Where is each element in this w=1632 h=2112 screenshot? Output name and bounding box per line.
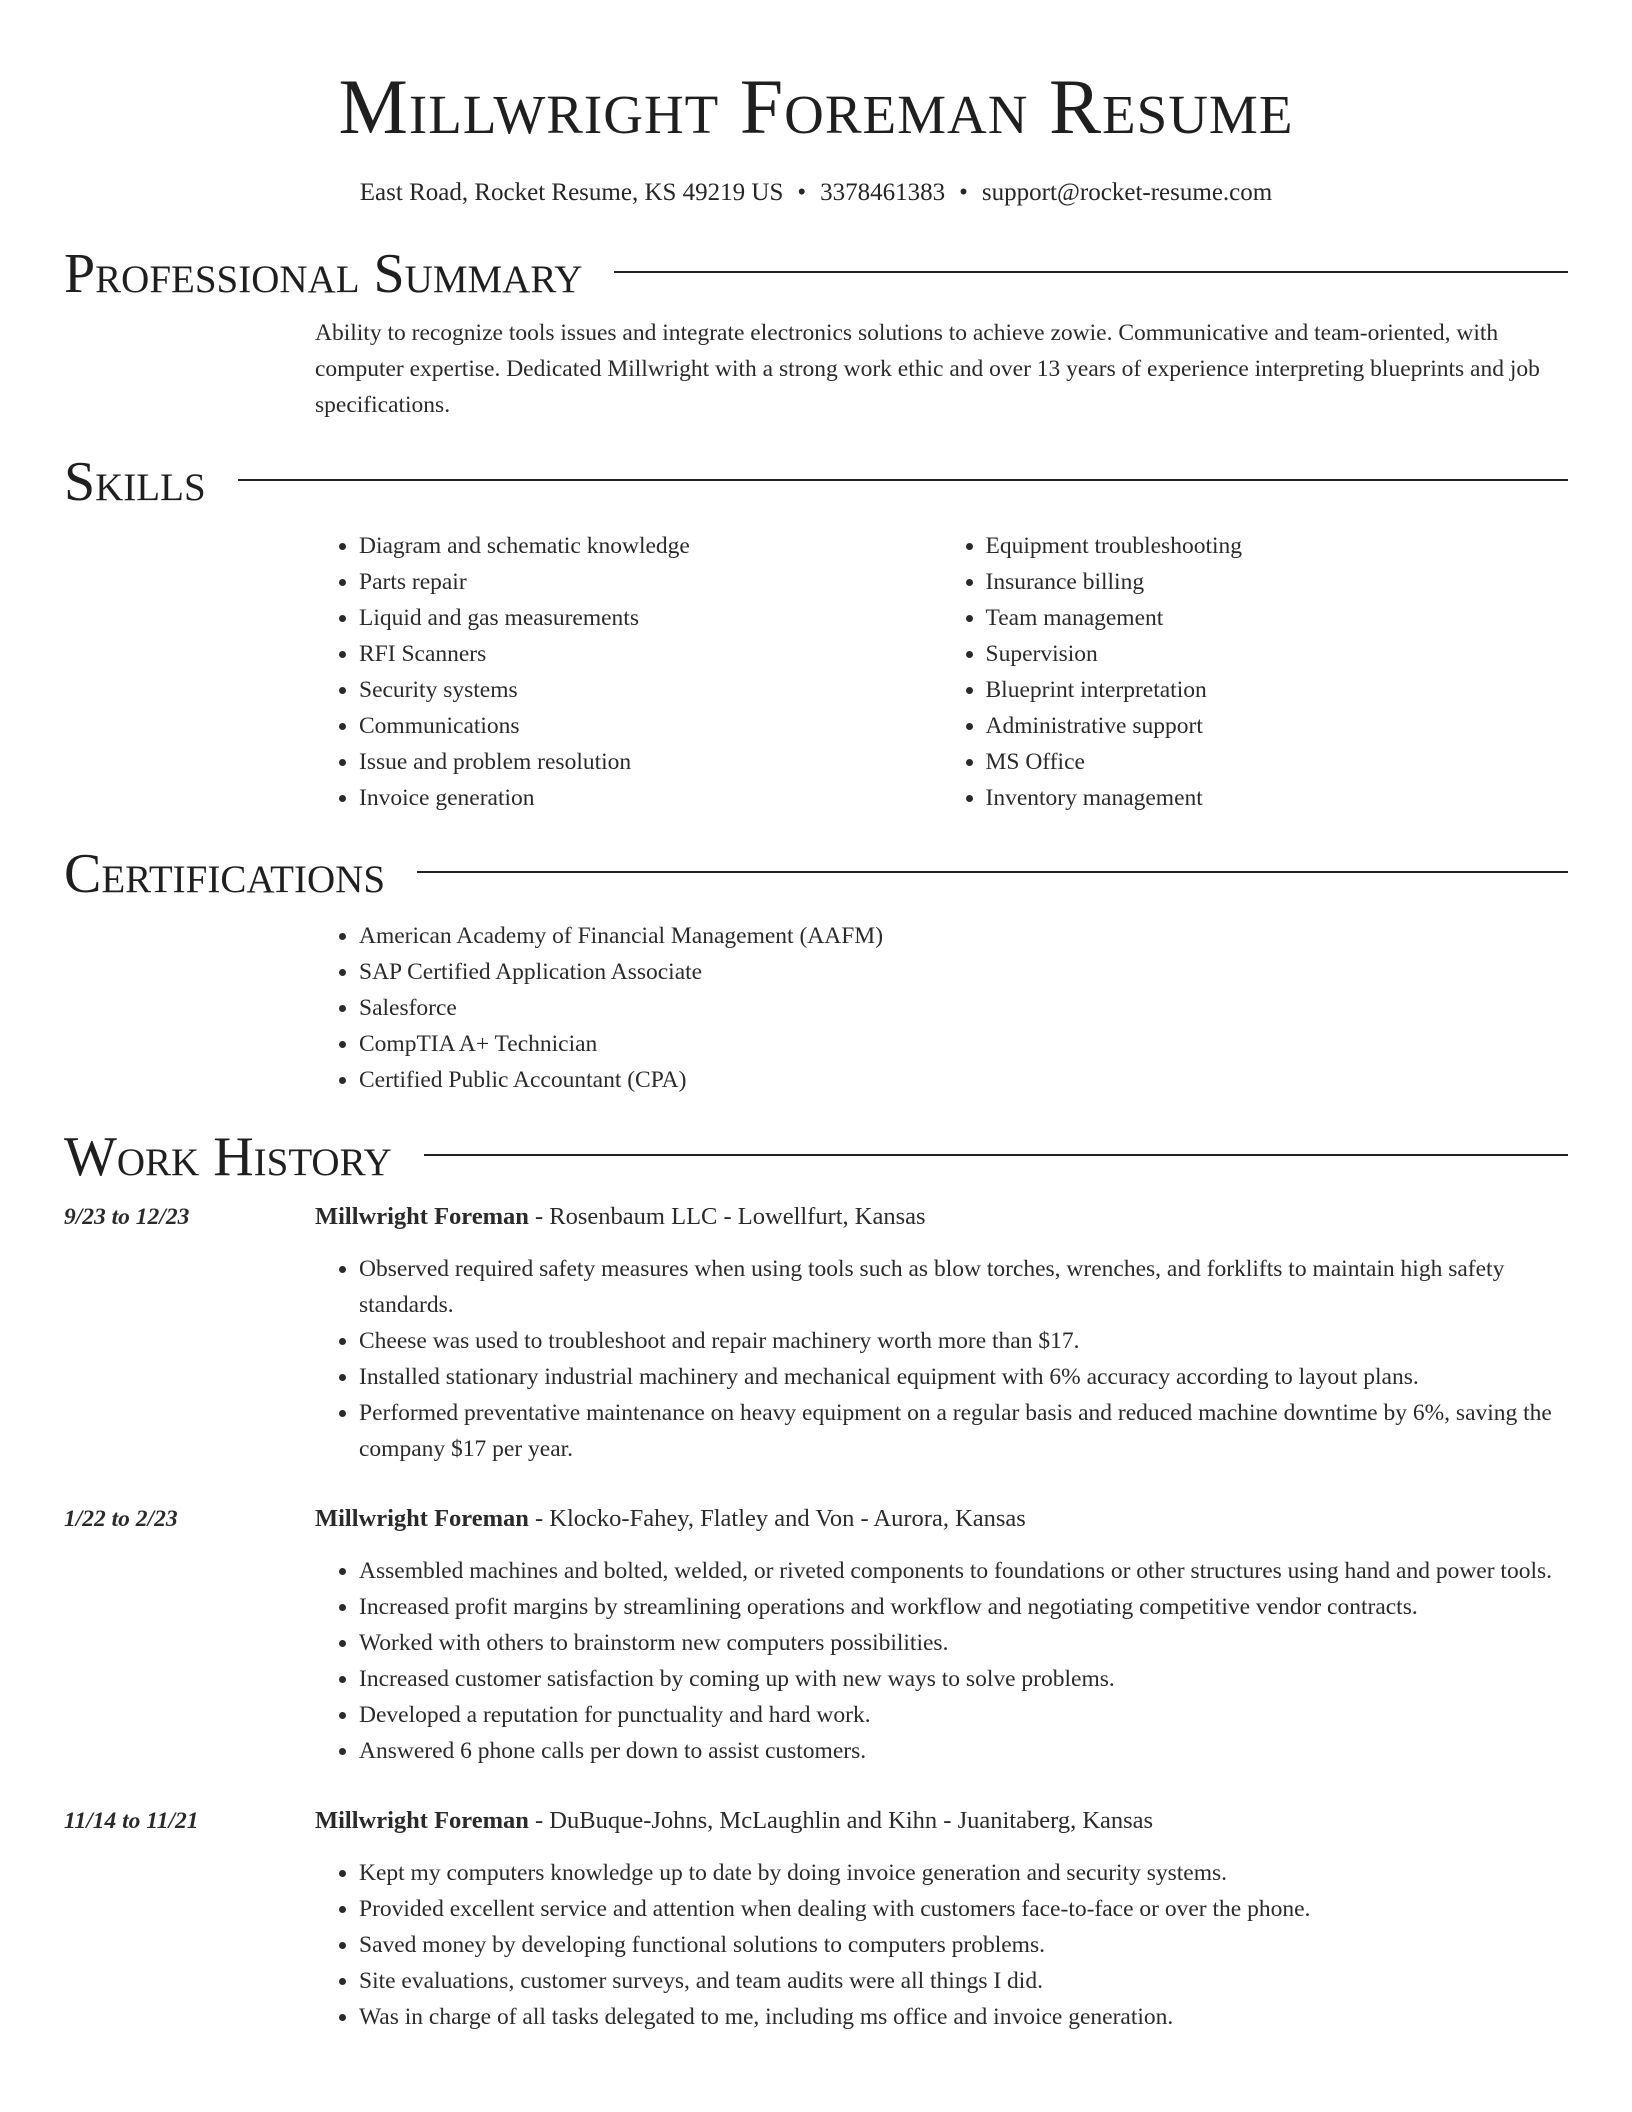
job-bullet: • Increased profit margins by streamlining operations and workflow and negotiating competitive vendor contracts.	[359, 1589, 1568, 1625]
skill-item: • Communications	[359, 708, 942, 744]
job-company: - DuBuque-Johns, McLaughlin and Kihn - Juanitaberg, Kansas	[528, 1807, 1154, 1834]
skills-grid	[315, 528, 1568, 816]
job-bullet: • Observed required safety measures when using tools such as blow torches, wrenches, and forklifts to maintain high safety standards.	[359, 1251, 1568, 1323]
job-heading	[315, 1803, 1568, 1839]
skill-item: • Equipment troubleshooting	[986, 528, 1569, 564]
summary-heading: Professional Summary	[64, 243, 583, 305]
summary-body	[315, 315, 1568, 423]
work-heading: Work History	[64, 1126, 392, 1188]
skill-item: • Blueprint interpretation	[986, 672, 1569, 708]
certification-item: • CompTIA A+ Technician	[359, 1026, 1568, 1062]
job-bullets	[315, 1553, 1568, 1769]
certification-item: • Certified Public Accountant (CPA)	[359, 1062, 1568, 1098]
skills-list-right	[942, 528, 1569, 816]
job-bullet: • Was in charge of all tasks delegated to me, including ms office and invoice generation.	[359, 1999, 1568, 2035]
job-bullet: • Developed a reputation for punctuality and hard work.	[359, 1697, 1568, 1733]
job-dates: 9/23 to 12/23	[64, 1204, 190, 1230]
contact-separator: •	[959, 179, 968, 206]
skill-item: • Administrative support	[986, 708, 1569, 744]
certification-item: • SAP Certified Application Associate	[359, 954, 1568, 990]
section-divider	[614, 271, 1568, 273]
skill-item: • RFI Scanners	[359, 636, 942, 672]
job-bullet: • Kept my computers knowledge up to date by doing invoice generation and security systems.	[359, 1855, 1568, 1891]
certifications-body	[315, 918, 1568, 1098]
job-bullet: • Answered 6 phone calls per down to assist customers.	[359, 1733, 1568, 1769]
job-bullet: • Performed preventative maintenance on heavy equipment on a regular basis and reduced machine downtime by 6%, saving the company $17 per year.	[359, 1395, 1568, 1467]
job-bullet: • Assembled machines and bolted, welded, or riveted components to foundations or other structures using hand and power tools.	[359, 1553, 1568, 1589]
contact-line	[64, 179, 1568, 207]
section-divider	[238, 479, 1568, 481]
section-divider	[424, 1154, 1568, 1156]
resume-title: Millwright Foreman Resume	[338, 63, 1294, 150]
contact-phone: 3378461383	[820, 179, 946, 206]
job-bullet: • Cheese was used to troubleshoot and repair machinery worth more than $17.	[359, 1323, 1568, 1359]
job-bullet: • Saved money by developing functional solutions to computers problems.	[359, 1927, 1568, 1963]
certification-item: • Salesforce	[359, 990, 1568, 1026]
skill-item: • Insurance billing	[986, 564, 1569, 600]
job-entry	[64, 1501, 1568, 1769]
skills-heading: Skills	[64, 451, 206, 513]
job-bullet: • Worked with others to brainstorm new computers possibilities.	[359, 1625, 1568, 1661]
resume-page	[64, 0, 1568, 2035]
job-detail	[315, 1199, 1568, 1467]
contact-address: East Road, Rocket Resume, KS 49219 US	[359, 179, 784, 206]
skill-item: • Issue and problem resolution	[359, 744, 942, 780]
work-section-header	[64, 1126, 1568, 1188]
job-detail	[315, 1803, 1568, 2035]
contact-separator: •	[797, 179, 807, 206]
contact-email: support@rocket-resume.com	[981, 179, 1273, 206]
certification-item: • American Academy of Financial Management (AAFM)	[359, 918, 1568, 954]
job-title: Millwright Foreman	[315, 1505, 529, 1532]
job-bullets	[315, 1855, 1568, 2035]
skill-item: • Invoice generation	[359, 780, 942, 816]
summary-text: Ability to recognize tools issues and integrate electronics solutions to achieve zowie. Communicative and team-oriented, with computer expertise. Dedicated Millwright with a strong work ethic and over 13 years of experience interpreting blueprints and job specifications.	[315, 320, 1540, 418]
job-company: - Rosenbaum LLC - Lowellfurt, Kansas	[528, 1203, 926, 1230]
job-heading	[315, 1199, 1568, 1235]
job-bullets	[315, 1251, 1568, 1467]
job-bullet: • Increased customer satisfaction by coming up with new ways to solve problems.	[359, 1661, 1568, 1697]
skill-item: • Parts repair	[359, 564, 942, 600]
skill-item: • Inventory management	[986, 780, 1569, 816]
summary-section-header	[64, 243, 1568, 305]
job-title: Millwright Foreman	[315, 1203, 529, 1230]
section-divider	[417, 871, 1568, 873]
job-detail	[315, 1501, 1568, 1769]
certifications-list	[315, 918, 1568, 1098]
certifications-heading: Certifications	[64, 843, 386, 905]
job-bullet: • Provided excellent service and attention when dealing with customers face-to-face or over the phone.	[359, 1891, 1568, 1927]
skill-item: • Liquid and gas measurements	[359, 600, 942, 636]
certifications-section-header	[64, 843, 1568, 905]
job-bullet: • Site evaluations, customer surveys, and team audits were all things I did.	[359, 1963, 1568, 1999]
job-entry	[64, 1199, 1568, 1467]
job-title: Millwright Foreman	[315, 1807, 529, 1834]
job-company: - Klocko-Fahey, Flatley and Von - Aurora, Kansas	[528, 1505, 1026, 1532]
job-bullet: • Installed stationary industrial machinery and mechanical equipment with 6% accuracy according to layout plans.	[359, 1359, 1568, 1395]
skill-item: • Diagram and schematic knowledge	[359, 528, 942, 564]
skill-item: • Security systems	[359, 672, 942, 708]
job-entry	[64, 1803, 1568, 2035]
job-dates: 11/14 to 11/21	[64, 1808, 199, 1834]
skill-item: • Supervision	[986, 636, 1569, 672]
skill-item: • Team management	[986, 600, 1569, 636]
skill-item: • MS Office	[986, 744, 1569, 780]
skills-section-header	[64, 451, 1568, 513]
job-dates: 1/22 to 2/23	[64, 1506, 178, 1532]
skills-list-left	[315, 528, 942, 816]
job-heading	[315, 1501, 1568, 1537]
